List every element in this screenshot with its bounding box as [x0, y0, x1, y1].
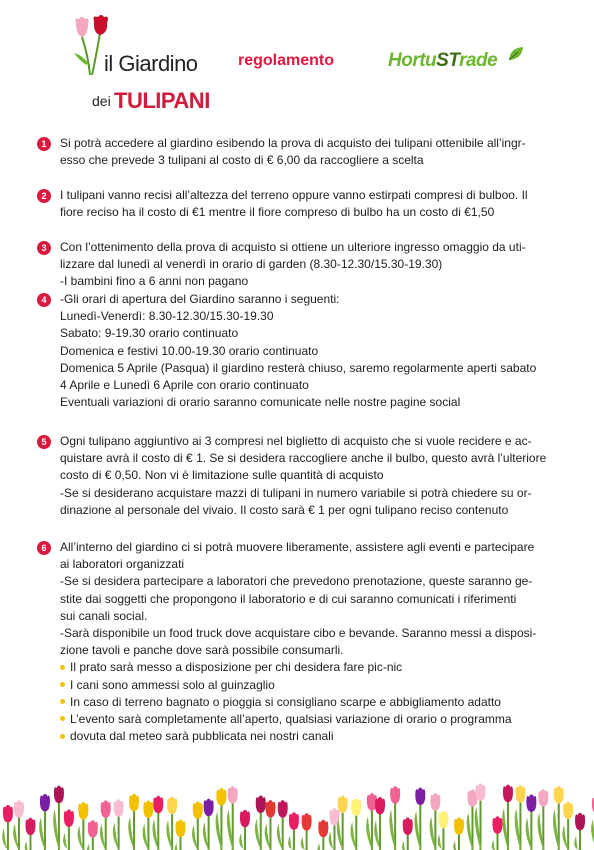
- rule-line: Lunedì-Venerdì: 8.30-12.30/15.30-19.30: [60, 309, 274, 324]
- rule-line: ai laboratori organizzati: [60, 557, 185, 572]
- hortustrade-logo: [388, 46, 528, 82]
- rule-line: All’interno del giardino ci si potrà muovere liberamente, assistere agli eventi e partecipare: [60, 540, 535, 554]
- page-title: regolamento: [238, 52, 335, 69]
- rule-line: -I bambini fino a 6 anni non pagano: [60, 274, 249, 289]
- rule-number-badge: 1: [37, 137, 51, 151]
- rule-line: -Sarà disponibile un food truck dove acquistare cibo e bevande. Saranno messi a disposi-: [60, 626, 537, 641]
- giardino-tulipani-logo: [70, 15, 210, 115]
- rule-line: Domenica e festivi 10.00-19.30 orario continuato: [60, 343, 319, 358]
- rule-line: 4 Aprile e Lunedì 6 Aprile con orario continuato: [60, 378, 309, 393]
- rule-number-badge: 6: [37, 541, 51, 555]
- tulip-border-image: [0, 770, 594, 850]
- hortustrade-wordmark: HortuSTrade: [388, 50, 498, 71]
- bullet-dot-icon: [60, 699, 65, 704]
- rule-number-badge: 5: [37, 435, 51, 449]
- rule-line: I tulipani vanno recisi all’altezza del terreno oppure vanno estirpati compresi di bulboo. Il: [60, 188, 528, 202]
- bullet-item: In caso di terreno bagnato o pioggia si consigliano scarpe e abbigliamento adatto: [60, 694, 556, 711]
- bullet-item: I cani sono ammessi solo al guinzaglio: [60, 677, 556, 694]
- rule-text: [60, 187, 556, 221]
- rule-text: [60, 539, 556, 745]
- rule-text: [60, 239, 556, 291]
- rule-line: dinazione al personale del vivaio. Il costo sarà € 1 per ogni tulipano reciso contenuto: [60, 502, 509, 517]
- rule-number-badge: 3: [37, 241, 51, 255]
- bullet-dot-icon: [60, 682, 65, 687]
- rule-line: sui canali social.: [60, 608, 148, 623]
- rule-number-badge: 2: [37, 189, 51, 203]
- rule-line: Si potrà accedere al giardino esibendo la prova di acquisto dei tulipani ottenibile all’ingr-: [60, 136, 526, 150]
- rule-text: [60, 433, 556, 519]
- rule-line: fiore reciso ha il costo di €1 mentre il fiore compreso di bulbo ha un costo di €1,50: [60, 205, 495, 220]
- logo-dei: dei: [92, 93, 111, 109]
- rule-text: [60, 135, 556, 169]
- bullet-dot-icon: [60, 716, 65, 721]
- bullet-item: Il prato sarà messo a disposizione per chi desidera fare pic-nic: [60, 659, 556, 676]
- rule-line: quistare avrà il costo di € 1. Se si desidera raccogliere anche il bulbo, questo avrà l’ulteriore: [60, 451, 547, 466]
- rule-line: Domenica 5 Aprile (Pasqua) il giardino resterà chiuso, saremo regolarmente aperti sabato: [60, 360, 537, 375]
- rule-line: lizzare dal lunedì al venerdì in orario di garden (8.30-12.30/15.30-19.30): [60, 257, 443, 272]
- rule-line: esso che prevede 3 tulipani al costo di € 6,00 da raccogliere a scelta: [60, 153, 424, 168]
- header: [0, 0, 594, 120]
- rule-number-badge: 4: [37, 293, 51, 307]
- rule-line: zione tavoli e panche dove sarà possibile consumarli.: [60, 643, 344, 658]
- rule-text: [60, 291, 556, 411]
- logo-tulipani: TULIPANI: [114, 88, 210, 113]
- rule-line: Sabato: 9-19.30 orario continuato: [60, 326, 239, 341]
- rule-line: Con l’ottenimento della prova di acquisto si ottiene un ulteriore ingresso omaggio da uti-: [60, 240, 526, 254]
- rule-line: stite dai soggetti che propongono il laboratorio e di cui saranno comunicati i riferimenti: [60, 591, 517, 606]
- leaf-icon: [506, 44, 526, 64]
- rule-line: -Se si desiderano acquistare mazzi di tulipani in numero variabile si potrà chiedere su or-: [60, 485, 532, 500]
- bullet-dot-icon: [60, 665, 65, 670]
- rule-line: costo di € 0,50. Non vi è limitazione sulle quantità di acquisto: [60, 468, 384, 483]
- rule-line: Eventuali variazioni di orario saranno comunicate nelle nostre pagine social: [60, 395, 461, 410]
- bullet-item: L’evento sarà completamente all’aperto, qualsiasi variazione di orario o programma: [60, 711, 556, 728]
- rule-line: Ogni tulipano aggiuntivo ai 3 compresi nel biglietto di acquisto che si vuole recidere e ac-: [60, 434, 532, 448]
- bullet-dot-icon: [60, 734, 65, 739]
- logo-il-giardino: il Giardino: [104, 51, 198, 76]
- bullet-item: dovuta dal meteo sarà pubblicata nei nostri canali: [60, 728, 556, 745]
- rule-line: -Se si desidera partecipare a laboratori che prevedono prenotazione, queste saranno ge-: [60, 574, 533, 589]
- rule-line: -Gli orari di apertura del Giardino saranno i seguenti:: [60, 292, 340, 306]
